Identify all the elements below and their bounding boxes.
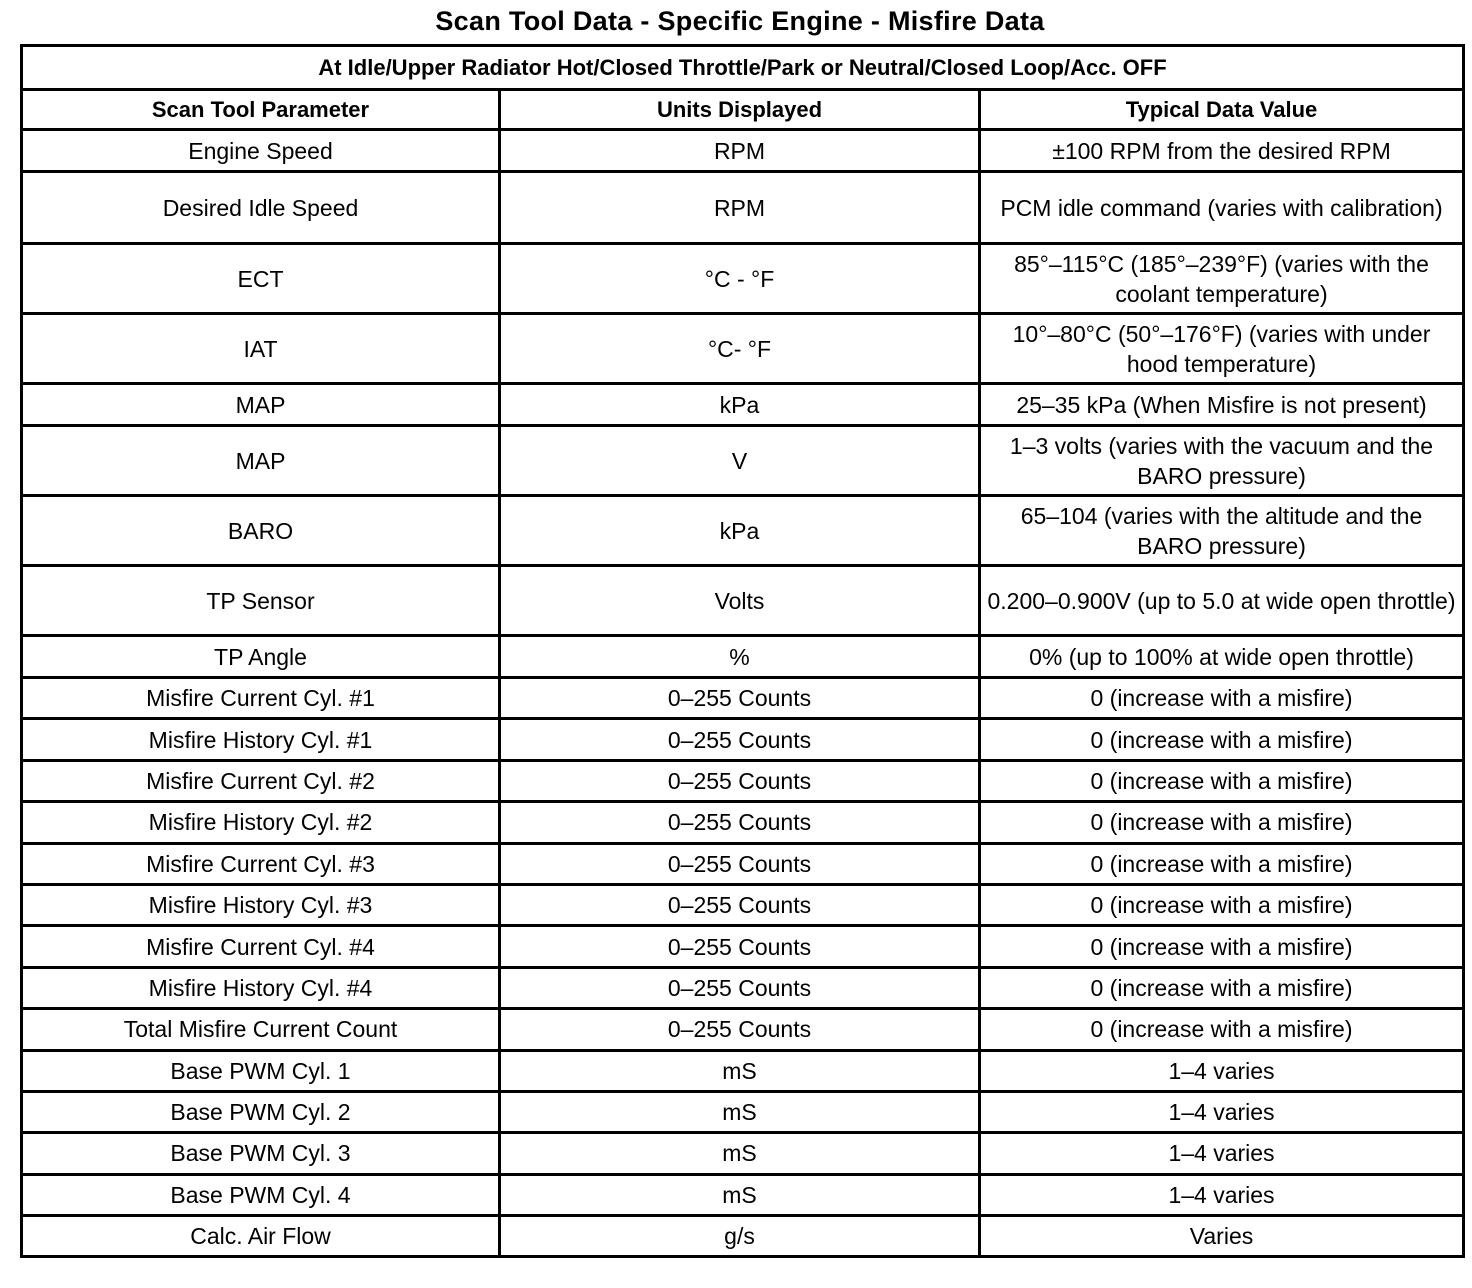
table-row (22, 1174, 1464, 1215)
parameter-cell: TP Sensor (22, 566, 500, 636)
parameter-cell: Misfire History Cyl. #4 (22, 967, 500, 1008)
units-cell: mS (500, 1174, 980, 1215)
parameter-cell: Misfire Current Cyl. #2 (22, 760, 500, 801)
table-row (22, 130, 1464, 172)
typical-value-cell: 1–4 varies (980, 1133, 1464, 1174)
column-header-parameter: Scan Tool Parameter (22, 90, 500, 130)
units-cell: 0–255 Counts (500, 843, 980, 884)
units-cell: 0–255 Counts (500, 802, 980, 843)
parameter-cell: Misfire History Cyl. #3 (22, 884, 500, 925)
typical-value-cell: 0 (increase with a misfire) (980, 719, 1464, 760)
document-title: Scan Tool Data - Specific Engine - Misfire Data (435, 6, 1045, 36)
units-cell: 0–255 Counts (500, 967, 980, 1008)
table-row (22, 1091, 1464, 1132)
scan-tool-data-table-container (20, 44, 1462, 1258)
test-conditions: At Idle/Upper Radiator Hot/Closed Throttle/Park or Neutral/Closed Loop/Acc. OFF (22, 46, 1464, 90)
typical-value-cell: 0 (increase with a misfire) (980, 760, 1464, 801)
units-cell: 0–255 Counts (500, 926, 980, 967)
table-row (22, 566, 1464, 636)
units-cell: mS (500, 1050, 980, 1091)
typical-value-cell: 10°–80°C (50°–176°F) (varies with under hood temperature) (980, 314, 1464, 384)
table-row (22, 719, 1464, 760)
units-cell: 0–255 Counts (500, 884, 980, 925)
table-row (22, 678, 1464, 719)
table-row (22, 926, 1464, 967)
table-row (22, 636, 1464, 678)
table-row (22, 314, 1464, 384)
units-cell: kPa (500, 496, 980, 566)
table-row (22, 1216, 1464, 1257)
units-cell: 0–255 Counts (500, 719, 980, 760)
parameter-cell: Engine Speed (22, 130, 500, 172)
parameter-cell: Base PWM Cyl. 4 (22, 1174, 500, 1215)
parameter-cell: Desired Idle Speed (22, 172, 500, 244)
parameter-cell: Base PWM Cyl. 1 (22, 1050, 500, 1091)
units-cell: mS (500, 1133, 980, 1174)
table-row (22, 172, 1464, 244)
column-header-typical-value: Typical Data Value (980, 90, 1464, 130)
test-conditions-row (22, 46, 1464, 90)
typical-value-cell: 0 (increase with a misfire) (980, 967, 1464, 1008)
parameter-cell: ECT (22, 244, 500, 314)
units-cell: g/s (500, 1216, 980, 1257)
parameter-cell: BARO (22, 496, 500, 566)
typical-value-cell: 65–104 (varies with the altitude and the BARO pressure) (980, 496, 1464, 566)
table-row (22, 426, 1464, 496)
table-row (22, 384, 1464, 426)
typical-value-cell: 1–4 varies (980, 1050, 1464, 1091)
typical-value-cell: PCM idle command (varies with calibration) (980, 172, 1464, 244)
parameter-cell: MAP (22, 426, 500, 496)
parameter-cell: Base PWM Cyl. 3 (22, 1133, 500, 1174)
units-cell: 0–255 Counts (500, 678, 980, 719)
table-row (22, 244, 1464, 314)
table-row (22, 843, 1464, 884)
units-cell: mS (500, 1091, 980, 1132)
parameter-cell: Misfire History Cyl. #2 (22, 802, 500, 843)
typical-value-cell: 0 (increase with a misfire) (980, 843, 1464, 884)
typical-value-cell: 85°–115°C (185°–239°F) (varies with the coolant temperature) (980, 244, 1464, 314)
column-header-units: Units Displayed (500, 90, 980, 130)
typical-value-cell: ±100 RPM from the desired RPM (980, 130, 1464, 172)
units-cell: RPM (500, 172, 980, 244)
parameter-cell: MAP (22, 384, 500, 426)
parameter-cell: Total Misfire Current Count (22, 1009, 500, 1050)
units-cell: kPa (500, 384, 980, 426)
typical-value-cell: 0 (increase with a misfire) (980, 678, 1464, 719)
typical-value-cell: 0 (increase with a misfire) (980, 802, 1464, 843)
parameter-cell: Misfire Current Cyl. #3 (22, 843, 500, 884)
units-cell: RPM (500, 130, 980, 172)
parameter-cell: TP Angle (22, 636, 500, 678)
units-cell: V (500, 426, 980, 496)
parameter-cell: Misfire History Cyl. #1 (22, 719, 500, 760)
typical-value-cell: 25–35 kPa (When Misfire is not present) (980, 384, 1464, 426)
units-cell: % (500, 636, 980, 678)
parameter-cell: Misfire Current Cyl. #4 (22, 926, 500, 967)
parameter-cell: Calc. Air Flow (22, 1216, 500, 1257)
typical-value-cell: 1–3 volts (varies with the vacuum and the BARO pressure) (980, 426, 1464, 496)
parameter-cell: Misfire Current Cyl. #1 (22, 678, 500, 719)
typical-value-cell: 1–4 varies (980, 1174, 1464, 1215)
table-row (22, 1009, 1464, 1050)
scan-tool-data-table (20, 44, 1465, 1258)
table-row (22, 884, 1464, 925)
table-row (22, 802, 1464, 843)
units-cell: 0–255 Counts (500, 1009, 980, 1050)
units-cell: Volts (500, 566, 980, 636)
table-row (22, 1133, 1464, 1174)
table-row (22, 496, 1464, 566)
typical-value-cell: 0.200–0.900V (up to 5.0 at wide open throttle) (980, 566, 1464, 636)
typical-value-cell: 0% (up to 100% at wide open throttle) (980, 636, 1464, 678)
units-cell: 0–255 Counts (500, 760, 980, 801)
table-row (22, 760, 1464, 801)
parameter-cell: IAT (22, 314, 500, 384)
units-cell: °C- °F (500, 314, 980, 384)
typical-value-cell: 0 (increase with a misfire) (980, 926, 1464, 967)
table-row (22, 1050, 1464, 1091)
parameter-cell: Base PWM Cyl. 2 (22, 1091, 500, 1132)
units-cell: °C - °F (500, 244, 980, 314)
typical-value-cell: 1–4 varies (980, 1091, 1464, 1132)
typical-value-cell: 0 (increase with a misfire) (980, 1009, 1464, 1050)
column-header-row (22, 90, 1464, 130)
typical-value-cell: Varies (980, 1216, 1464, 1257)
typical-value-cell: 0 (increase with a misfire) (980, 884, 1464, 925)
table-row (22, 967, 1464, 1008)
